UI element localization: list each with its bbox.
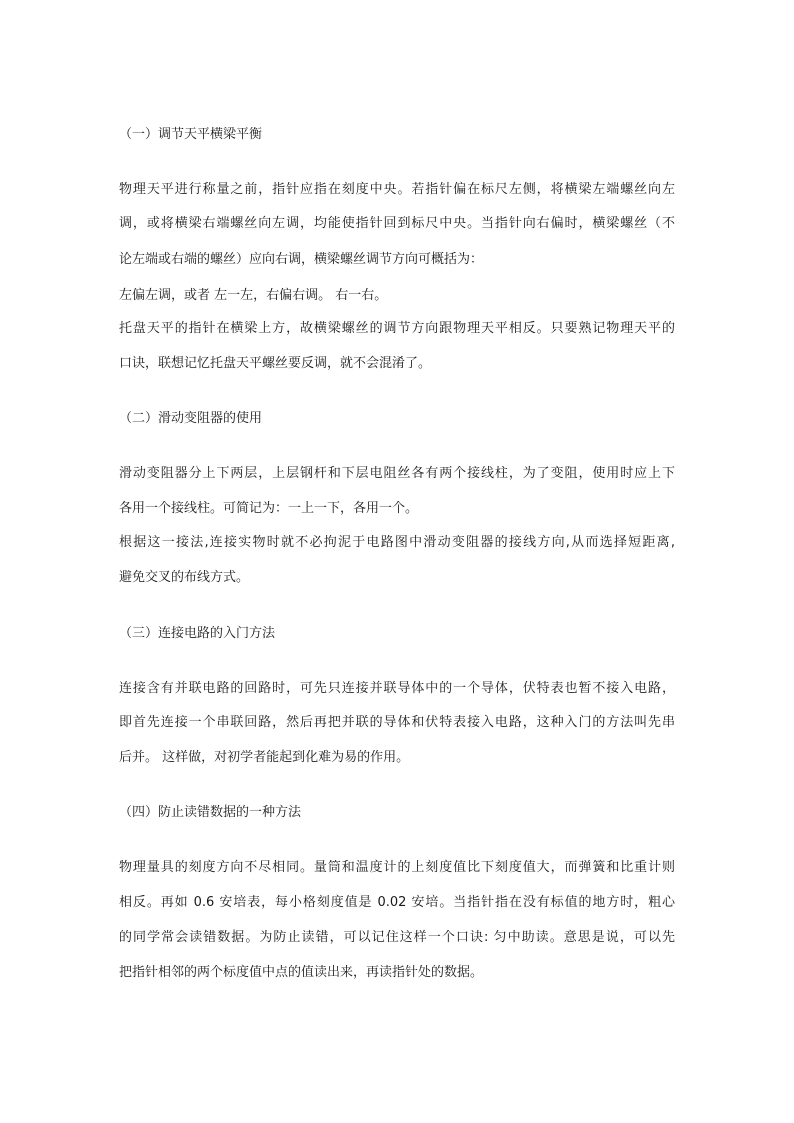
- section-4-line-1: 物理量具的刻度方向不尽相同。量筒和温度计的上刻度值比下刻度值大，而弹簧和比重计则: [119, 860, 675, 875]
- section-3-line-2: 即首先连接一个串联回路，然后再把并联的导体和伏特表接入电路，这种入门的方法叫先串: [119, 715, 675, 730]
- section-2-line-4: 避免交叉的布线方式。: [119, 570, 250, 585]
- section-2-line-3: 根据这一接法,连接实物时就不必拘泥于电路图中滑动变阻器的接线方向,从而选择短距离,: [119, 535, 675, 550]
- section-2-line-2: 各用一个接线柱。可简记为：一上一下，各用一个。: [119, 501, 419, 516]
- section-1-line-4: 左偏左调，或者 左一左，右偏右调。 右一右。: [119, 288, 388, 303]
- section-heading-3: （三）连接电路的入门方法: [119, 626, 276, 641]
- section-2-line-1: 滑动变阻器分上下两层，上层钢杆和下层电阻丝各有两个接线柱，为了变阻，使用时应上下: [119, 466, 675, 481]
- section-3-line-1: 连接含有并联电路的回路时，可先只连接并联导体中的一个导体，伏特表也暂不接入电路，: [119, 681, 675, 696]
- section-3-line-3: 后并。 这样做，对初学者能起到化难为易的作用。: [119, 750, 410, 765]
- section-heading-4: （四）防止读错数据的一种方法: [119, 805, 302, 820]
- section-1-line-6: 口诀，联想记忆托盘天平螺丝要反调，就不会混淆了。: [119, 356, 432, 371]
- section-1-line-3: 论左端或右端的螺丝）应向右调，横梁螺丝调节方向可概括为：: [119, 252, 484, 267]
- section-4-line-3: 的同学常会读错数据。为防止读错，可以记住这样一个口诀: 匀中助读。意思是说，可以先: [119, 930, 675, 945]
- section-4-line-2: 相反。再如 0.6 安培表，每小格刻度值是 0.02 安培。当指针指在没有标值的地方时，粗心: [119, 895, 675, 910]
- section-heading-1: （一）调节天平横梁平衡: [119, 127, 263, 142]
- section-4-line-4: 把指针相邻的两个标度值中点的值读出来，再读指针处的数据。: [119, 965, 484, 980]
- section-1-line-5: 托盘天平的指针在横梁上方，故横梁螺丝的调节方向跟物理天平相反。只要熟记物理天平的: [119, 321, 675, 336]
- section-1-line-2: 调，或将横梁右端螺丝向左调，均能使指针回到标尺中央。当指针向右偏时，横梁螺丝（不: [119, 216, 675, 231]
- section-1-line-1: 物理天平进行称量之前，指针应指在刻度中央。若指针偏在标尺左侧，将横梁左端螺丝向左: [119, 182, 675, 197]
- section-heading-2: （二）滑动变阻器的使用: [119, 411, 263, 426]
